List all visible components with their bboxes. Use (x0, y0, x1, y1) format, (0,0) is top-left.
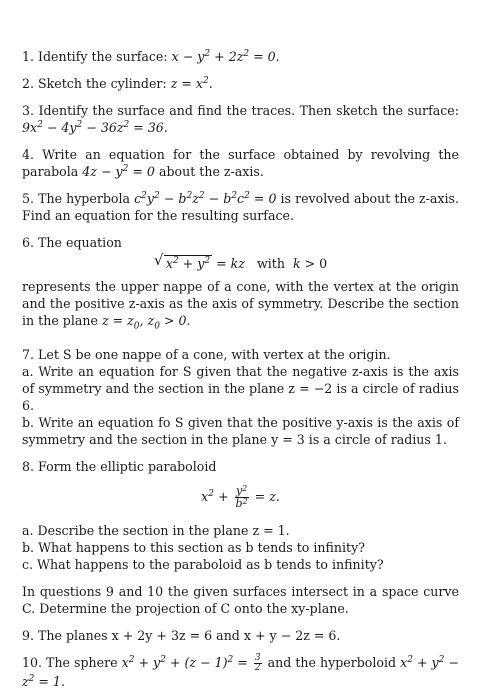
question-3 (22, 102, 459, 136)
question-5-text: 5. The hyperbola (22, 191, 135, 206)
question-10-hyperboloid-equation: $x^2 + y^2 - z^2 = 1$. (22, 654, 459, 689)
question-7-text: 7. Let S be one nappe of a cone, with vertex at the origin. (22, 346, 391, 362)
question-8-text: 8. Form the elliptic paraboloid (22, 458, 217, 474)
question-6-equation: √ $x^2 + y^2$ = kz with k > 0 (153, 251, 328, 271)
question-9: 9. The planes x + 2y + 3z = 6 and x + y − 2z = 6. (22, 627, 341, 643)
question-7b: b. Write an equation fo S given that the positive y-axis is the axis of symmetry and the section in the plane y = 3 is a circle of radius 1. (22, 414, 459, 447)
question-4-text-end: about the z-axis. (154, 164, 264, 179)
question-6 (22, 234, 459, 336)
question-8b: b. What happens to this section as b tends to infinity? (22, 539, 365, 555)
question-7 (22, 346, 459, 448)
question-10-text-mid: and the hyperboloid (263, 654, 401, 670)
question-4 (22, 146, 459, 180)
question-1 (22, 48, 459, 65)
question-8a: a. Describe the section in the plane z = 1. (22, 522, 290, 538)
question-10 (22, 654, 459, 690)
question-3-equation: $9x^2 - 4y^2 - 36z^2 = 36$. (22, 120, 168, 135)
question-8c: c. What happens to the paraboloid as b tends to infinity? (22, 556, 384, 572)
sqrt-symbol: √ $x^2 + y^2$ (153, 251, 211, 271)
questions-9-10-intro: In questions 9 and 10 the given surfaces intersect in a space curve C. Determine the projection of C onto the xy-plane. (22, 583, 459, 616)
question-10-sphere-equation: $x^2 + y^2 + (z - 1)^2$ = $\frac{3}{2}$ (121, 652, 261, 673)
question-2-equation: $z = x^2$. (170, 76, 213, 91)
question-7a: a. Write an equation for S given that the negative z-axis is the axis of symmetry and the section in the plane z = −2 is a circle of radius 6. (22, 363, 459, 413)
question-10-text: 10. The sphere (22, 654, 122, 670)
question-8-equation: $x^2$ + $\frac{y^2}{b^2}$ = z. (201, 483, 280, 510)
question-5 (22, 190, 459, 224)
question-2 (22, 75, 459, 92)
question-6-description: represents the upper nappe of a cone, with the vertex at the origin and the positive z-axis as the axis of symmetry. Describe the section in the plane (22, 279, 459, 328)
question-6-text-end (22, 278, 459, 336)
question-1-equation: $x - y^2 + 2z^2 = 0$. (171, 49, 280, 64)
question-1-text: 1. Identify the surface: (22, 49, 172, 64)
question-5-equation: $c^2y^2 - b^2z^2 - b^2c^2 = 0$ (134, 191, 277, 206)
question-2-text: 2. Sketch the cylinder: (22, 76, 171, 91)
question-5-text-end: is revolved about the z-axis. Find an equation for the resulting surface. (22, 191, 459, 223)
question-6-text: 6. The equation (22, 235, 122, 250)
question-4-equation: $4z - y^2 = 0$ (82, 164, 155, 179)
question-4-text: 4. Write an equation for the surface obtained by revolving the parabola (22, 147, 459, 179)
question-8 (22, 458, 459, 573)
question-6-plane: $z = z_0$, $z_0 > 0$. (101, 313, 191, 332)
question-3-text: 3. Identify the surface and find the traces. Then sketch the surface: (22, 103, 459, 118)
